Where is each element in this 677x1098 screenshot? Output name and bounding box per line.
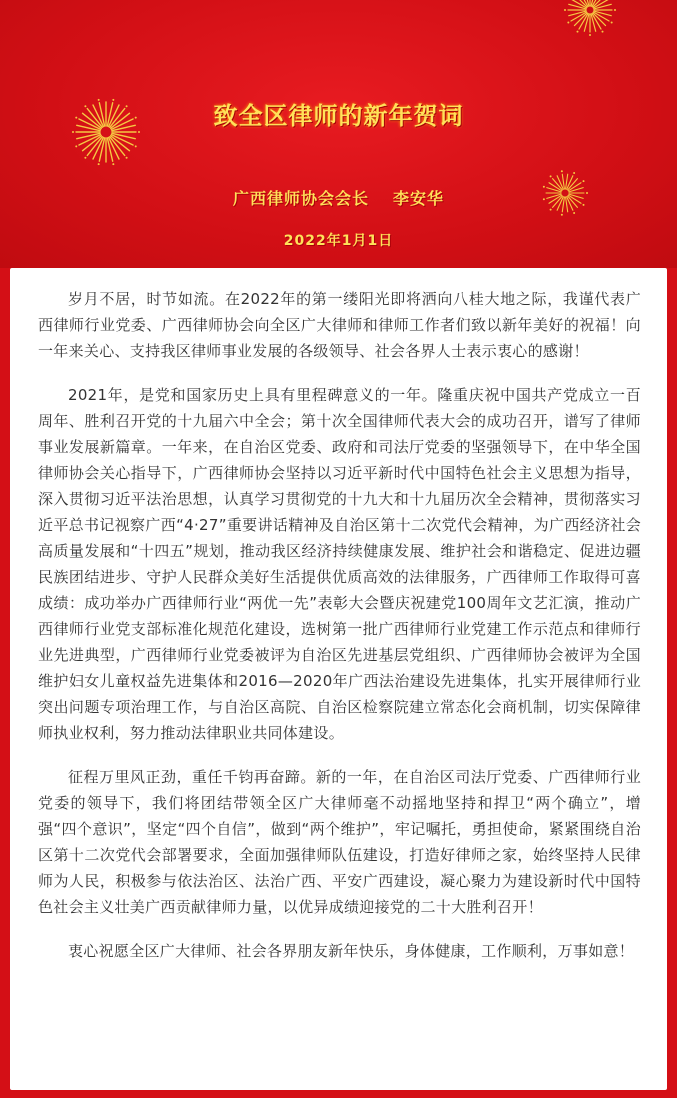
author-name: 李安华	[393, 189, 445, 208]
paragraph: 岁月不居，时节如流。在2022年的第一缕阳光即将洒向八桂大地之际，我谨代表广西律师行业党委、广西律师协会向全区广大律师和律师工作者们致以新年美好的祝福！向一年来关心、支持我区律师事业发展的各级领导、社会各界人士表示衷心的感谢！	[38, 290, 641, 360]
page-title: 致全区律师的新年贺词	[213, 102, 464, 130]
letter-body	[10, 268, 667, 1090]
paragraph: 衷心祝愿全区广大律师、社会各界朋友新年快乐，身体健康，工作顺利，万事如意！	[68, 942, 635, 960]
paragraph: 2021年，是党和国家历史上具有里程碑意义的一年。隆重庆祝中国共产党成立一百周年、胜利召开党的十九届六中全会；第十次全国律师代表大会的成功召开，谱写了律师事业发展新篇章。一年来，在自治区党委、政府和司法厅党委的坚强领导下，在中华全国律师协会关心指导下，广西律师协会坚持以习近平新时代中国特色社会主义思想为指导，深入贯彻习近平法治思想，认真学习贯彻党的十九大和十九届历次全会精神，贯彻落实习近平总书记视察广西“4·27”重要讲话精神及自治区第十二次党代会精神，为广西经济社会高质量发展和“十四五”规划，推动我区经济持续健康发展、维护社会和谐稳定、促进边疆民族团结进步、守护人民群众美好生活提供优质高效的法律服务，广西律师工作取得可喜成绩：成功举办广西律师行业“两优一先”表彰大会暨庆祝建党100周年文艺汇演，推动广西律师行业党支部标准化规范化建设，选树第一批广西律师行业党建工作示范点和律师行业先进典型，广西律师行业党委被评为自治区先进基层党组织、广西律师协会被评为全国维护妇女儿童权益先进集体和2016—2020年广西法治建设先进集体，扎实开展律师行业突出问题专项治理工作，与自治区高院、自治区检察院建立常态化会商机制，切实保障律师执业权利，努力推动法律职业共同体建设。	[38, 386, 641, 742]
bottom-border	[0, 1090, 677, 1098]
header-banner	[0, 0, 677, 268]
publish-date: 2022年1月1日	[283, 233, 394, 249]
paragraph: 征程万里风正劲，重任千钧再奋蹄。新的一年，在自治区司法厅党委、广西律师行业党委的领导下，我们将团结带领全区广大律师毫不动摇地坚持和捍卫“两个确立”，增强“四个意识”，坚定“四个自信”，做到“两个维护”，牢记嘱托，勇担使命，紧紧围绕自治区第十二次党代会部署要求，全面加强律师队伍建设，打造好律师之家，始终坚持人民律师为人民，积极参与依法治区、法治广西、平安广西建设，凝心聚力为建设新时代中国特色社会主义壮美广西贡献律师力量，以优异成绩迎接党的二十大胜利召开！	[38, 768, 641, 916]
firework-icon	[562, 0, 618, 40]
author-role: 广西律师协会会长	[232, 189, 369, 208]
author-line	[0, 186, 677, 209]
